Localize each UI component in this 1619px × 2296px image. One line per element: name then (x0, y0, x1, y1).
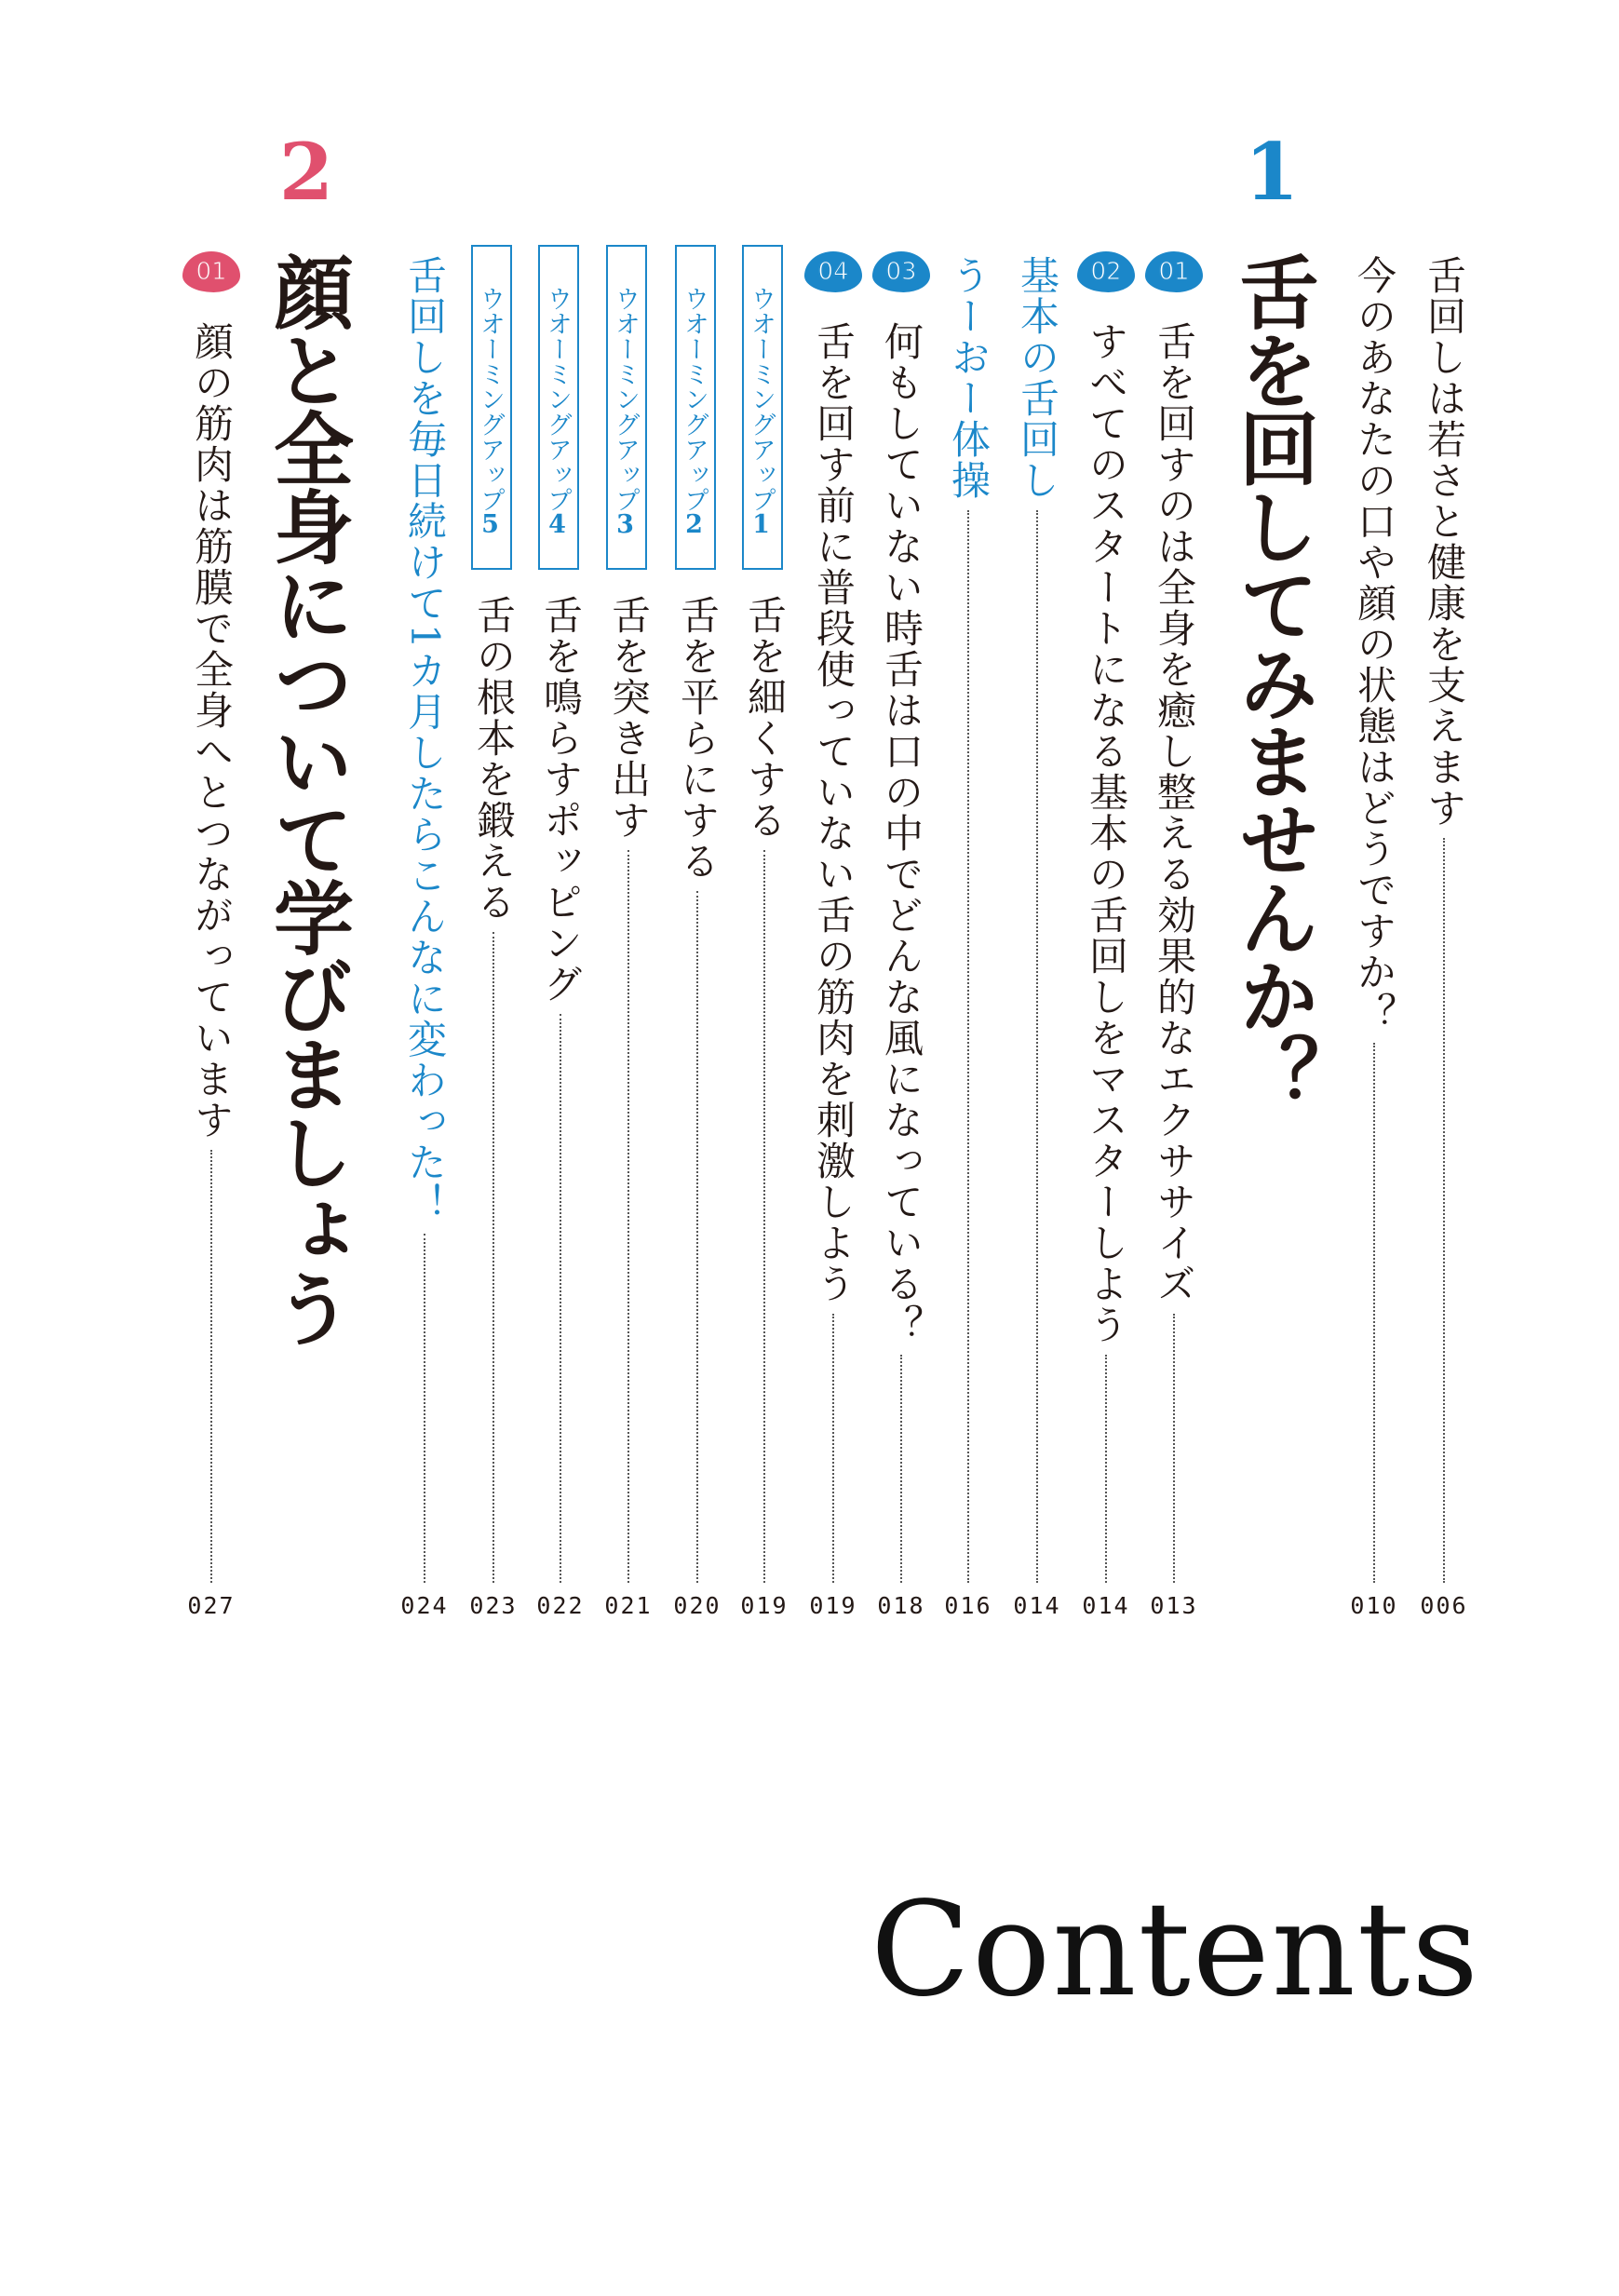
page-number: 020 (673, 1592, 722, 1619)
dotted-leader (560, 1014, 561, 1583)
chapter-title: 顔と全身について学びましょう (260, 251, 354, 1346)
page-number: 018 (877, 1592, 925, 1619)
warmup-label: ウオーミングアップ (747, 285, 776, 512)
toc-entry[interactable] (674, 595, 721, 1583)
dotted-leader (1173, 1314, 1175, 1583)
dotted-leader (627, 850, 629, 1583)
toc-entry[interactable] (1421, 255, 1467, 1583)
dotted-leader (832, 1314, 834, 1583)
page-number: 006 (1420, 1592, 1468, 1619)
page-number: 024 (400, 1592, 449, 1619)
section-number-badge: 02 (1077, 251, 1135, 292)
dotted-leader (210, 1150, 212, 1583)
warmup-label-box (471, 245, 512, 570)
warmup-label-box (742, 245, 783, 570)
page-number: 014 (1013, 1592, 1061, 1619)
toc-entry[interactable] (188, 321, 235, 1583)
warmup-number: 3 (616, 511, 634, 537)
warmup-label: ウオーミングアップ (680, 285, 708, 512)
entry-title: 舌を回すのは全身を癒し整える効果的なエクササイズ (1152, 321, 1197, 1304)
dotted-leader (492, 932, 494, 1583)
page-number: 021 (604, 1592, 653, 1619)
warmup-number: 2 (685, 511, 703, 537)
dotted-leader (763, 850, 765, 1583)
entry-title: 舌を回す前に普段使っていない舌の筋肉を刺激しよう (811, 321, 857, 1304)
entry-title: 舌を突き出す (606, 595, 652, 841)
entry-title: 舌を平らにする (675, 595, 721, 882)
dotted-leader (1036, 510, 1038, 1583)
page-number: 022 (536, 1592, 585, 1619)
warmup-label: ウオーミングアップ (543, 285, 572, 512)
toc-entry[interactable] (1151, 321, 1197, 1583)
toc-entry[interactable] (401, 255, 448, 1583)
contents-heading: Contents (870, 1874, 1480, 2026)
page-number: 023 (469, 1592, 518, 1619)
chapter-title: 舌を回してみませんか？ (1225, 251, 1319, 1112)
entry-title: 顔の筋肉は筋膜で全身へとつながっています (189, 321, 235, 1141)
page-number: 014 (1082, 1592, 1130, 1619)
page-number: 016 (944, 1592, 992, 1619)
entry-title: すべてのスタートになる基本の舌回しをマスターしよう (1084, 321, 1129, 1345)
page-number: 027 (187, 1592, 236, 1619)
section-number-badge: 03 (872, 251, 930, 292)
dotted-leader (1373, 1043, 1375, 1583)
dotted-leader (424, 1234, 425, 1583)
toc-entry[interactable] (741, 595, 788, 1583)
dotted-leader (967, 510, 969, 1583)
entry-title: 舌を鳴らすポッピング (538, 595, 584, 1005)
entry-title: 舌の根本を鍛える (471, 595, 517, 923)
toc-entry[interactable] (810, 321, 857, 1583)
entry-title: 舌を細くする (742, 595, 788, 841)
entry-title: 舌回しを毎日続けて1カ月したらこんなに変わった！ (402, 255, 448, 1224)
toc-entry[interactable] (1351, 255, 1397, 1583)
entry-title: 舌回しは若さと健康を支えます (1422, 255, 1467, 829)
section-number-badge: 01 (1145, 251, 1203, 292)
dotted-leader (696, 891, 698, 1583)
chapter-number: 1 (1244, 126, 1300, 218)
warmup-number: 5 (481, 511, 499, 537)
warmup-label-box (675, 245, 716, 570)
warmup-label-box (538, 245, 579, 570)
toc-entry[interactable] (470, 595, 517, 1583)
page-number: 019 (809, 1592, 857, 1619)
toc-entry[interactable] (605, 595, 652, 1583)
warmup-label-box (606, 245, 647, 570)
entry-title: 何もしていない時舌は口の中でどんな風になっている？ (879, 321, 924, 1345)
page-number: 013 (1150, 1592, 1198, 1619)
toc-entry[interactable] (1014, 255, 1060, 1583)
entry-title: うーおー体操 (946, 255, 992, 501)
chapter-number: 2 (278, 126, 334, 218)
warmup-number: 4 (548, 511, 566, 537)
entry-title: 基本の舌回し (1015, 255, 1060, 501)
dotted-leader (900, 1355, 902, 1583)
dotted-leader (1443, 838, 1445, 1583)
toc-entry[interactable] (1083, 321, 1129, 1583)
warmup-label: ウオーミングアップ (476, 285, 505, 512)
page-number: 019 (740, 1592, 789, 1619)
toc-entry[interactable] (537, 595, 584, 1583)
dotted-leader (1105, 1355, 1107, 1583)
toc-entry[interactable] (878, 321, 924, 1583)
entry-title: 今のあなたの口や顔の状態はどうですか？ (1352, 255, 1397, 1033)
section-number-badge: 04 (804, 251, 862, 292)
warmup-number: 1 (752, 511, 770, 537)
section-number-badge: 01 (182, 251, 240, 292)
warmup-label: ウオーミングアップ (611, 285, 640, 512)
page-number: 010 (1350, 1592, 1398, 1619)
toc-entry[interactable] (945, 255, 992, 1583)
